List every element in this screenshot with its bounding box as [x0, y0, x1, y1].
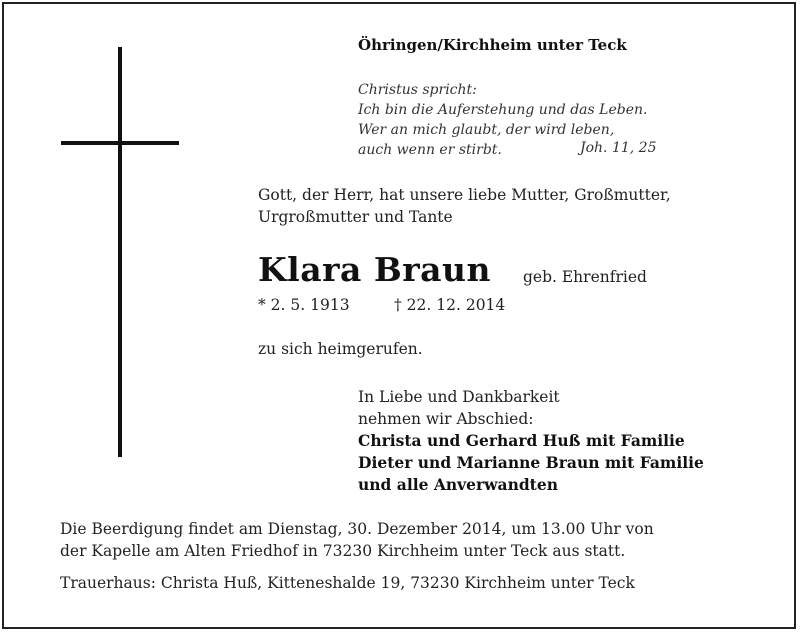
birth-date: * 2. 5. 1913 [258, 296, 350, 314]
mourning-house: Trauerhaus: Christa Huß, Kitteneshalde 19, 73230 Kirchheim unter Teck [60, 574, 635, 592]
death-date: † 22. 12. 2014 [394, 296, 506, 314]
farewell-line: nehmen wir Abschied: [358, 410, 534, 428]
family-line: Dieter und Marianne Braun mit Familie [358, 453, 704, 472]
verse-line: Ich bin die Auferstehung und das Leben. [358, 102, 648, 118]
verse-line: Christus spricht: [358, 82, 477, 98]
intro-line: Gott, der Herr, hat unsere liebe Mutter, Großmutter, [258, 186, 671, 204]
funeral-line: der Kapelle am Alten Friedhof in 73230 Kirchheim unter Teck aus statt. [60, 542, 626, 560]
verse-reference: Joh. 11, 25 [580, 140, 657, 156]
family-line: Christa und Gerhard Huß mit Familie [358, 431, 685, 450]
funeral-line: Die Beerdigung findet am Dienstag, 30. Dezember 2014, um 13.00 Uhr von [60, 520, 654, 538]
funeral-info [60, 518, 654, 562]
intro-line: Urgroßmutter und Tante [258, 208, 453, 226]
place-heading: Öhringen/Kirchheim unter Teck [358, 36, 627, 54]
deceased-name: Klara Braun [258, 250, 492, 289]
farewell-text [358, 386, 560, 430]
verse-line: auch wenn er stirbt. [358, 142, 502, 158]
family-line: und alle Anverwandten [358, 475, 558, 494]
called-home-text: zu sich heimgerufen. [258, 340, 423, 358]
farewell-line: In Liebe und Dankbarkeit [358, 388, 560, 406]
verse-line: Wer an mich glaubt, der wird leben, [358, 122, 615, 138]
intro-text [258, 184, 671, 228]
birth-name: geb. Ehrenfried [523, 268, 647, 286]
family-list [358, 430, 704, 496]
cross-horizontal-bar [61, 141, 179, 145]
cross-vertical-bar [118, 47, 122, 457]
